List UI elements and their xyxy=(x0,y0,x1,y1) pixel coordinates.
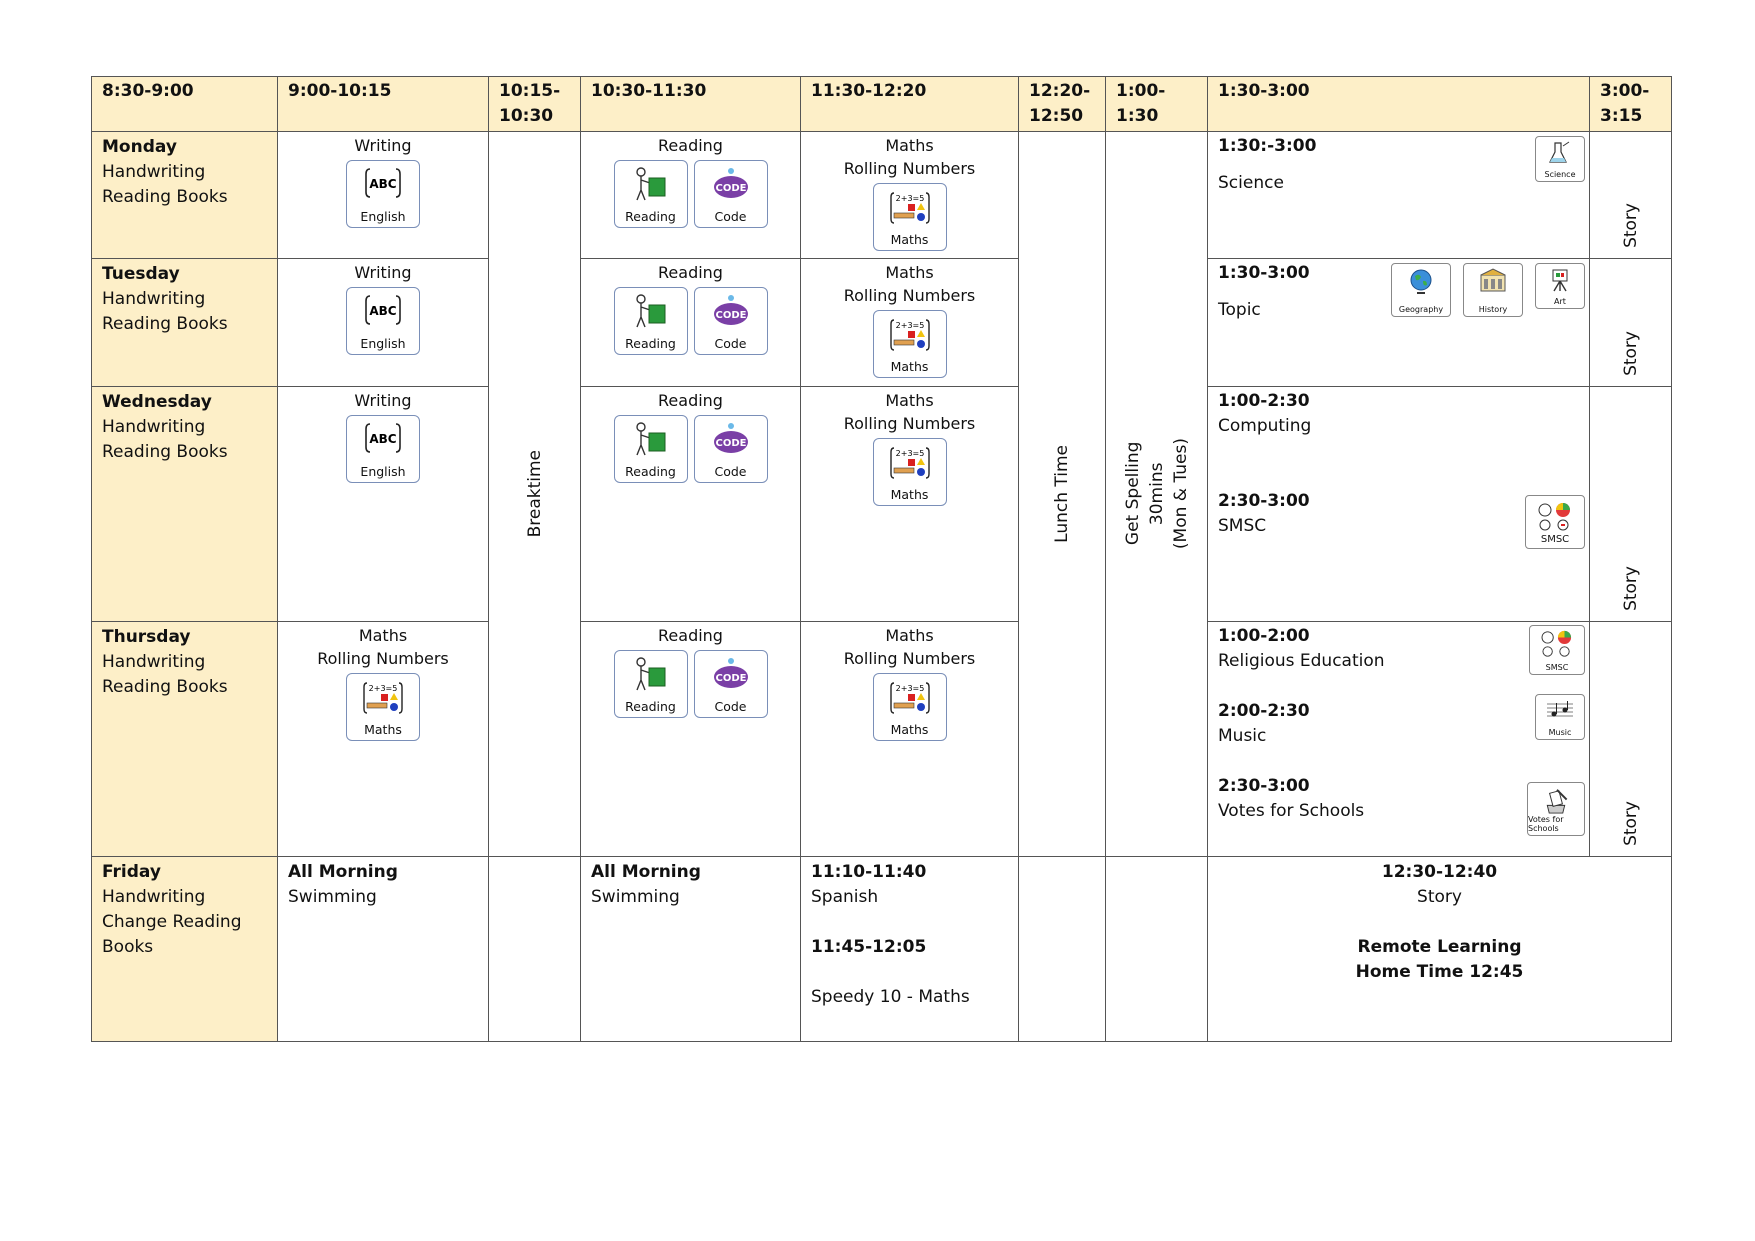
subject-label: Reading xyxy=(658,136,723,155)
lunch-label: Lunch Time xyxy=(1052,445,1072,543)
day-cell-monday xyxy=(92,132,278,259)
icon-caption: Code xyxy=(714,464,747,479)
day-cell-wednesday xyxy=(92,387,278,622)
time-label: 12:30-12:40 xyxy=(1381,862,1498,882)
header-cell xyxy=(1208,77,1590,132)
subject-label: Maths xyxy=(358,626,408,645)
reading-icon xyxy=(614,415,688,483)
icon-caption: SMSC xyxy=(1545,663,1569,672)
time-label: 1:30-3:00 xyxy=(1218,263,1310,283)
icon-caption: Music xyxy=(1548,728,1572,737)
reading-icon xyxy=(614,160,688,228)
header-label: 1:30-3:00 xyxy=(1218,81,1310,101)
header-label: 9:00-10:15 xyxy=(288,81,392,101)
time-label: 11:45-12:05 xyxy=(811,937,927,957)
monday-afternoon-cell xyxy=(1208,132,1590,259)
subject-label: Votes for Schools xyxy=(1218,801,1365,821)
day-name: Tuesday xyxy=(102,264,180,284)
header-cell xyxy=(801,77,1019,132)
icon-caption: Geography xyxy=(1398,305,1444,314)
svg-text:2+3=5: 2+3=5 xyxy=(895,194,924,203)
empty-cell xyxy=(1019,857,1106,1042)
day-activity: Reading Books xyxy=(102,314,228,334)
header-cell xyxy=(278,77,489,132)
day-activity: Handwriting Change Reading Books xyxy=(102,887,242,957)
reading-icon xyxy=(614,650,688,718)
day-name: Wednesday xyxy=(102,392,212,412)
time-label: All Morning xyxy=(288,862,398,882)
header-label: 1:30 xyxy=(1116,106,1159,126)
spelling-line: Get Spelling xyxy=(1122,442,1143,546)
story-cell xyxy=(1590,387,1672,622)
icon-caption: English xyxy=(360,336,406,351)
svg-text:CODE: CODE xyxy=(715,673,746,684)
subject-label: Maths xyxy=(885,263,934,282)
icon-caption: SMSC xyxy=(1540,534,1570,545)
swimming-cell xyxy=(278,857,489,1042)
code-icon xyxy=(694,650,768,718)
icon-caption: Maths xyxy=(890,487,929,502)
day-activity: Reading Books xyxy=(102,187,228,207)
header-row xyxy=(92,77,1672,132)
story-cell xyxy=(1590,622,1672,857)
subject-label: Reading xyxy=(658,626,723,645)
header-label: 10:30-11:30 xyxy=(591,81,707,101)
story-cell xyxy=(1590,132,1672,259)
time-label: 2:00-2:30 xyxy=(1218,701,1310,721)
subject-label: Writing xyxy=(354,263,412,282)
subject-label: Rolling Numbers xyxy=(843,414,976,433)
maths-cell xyxy=(801,622,1019,857)
header-label: 10:30 xyxy=(499,106,554,126)
maths-icon xyxy=(873,310,947,378)
header-label: 11:30-12:20 xyxy=(811,81,927,101)
svg-text:2+3=5: 2+3=5 xyxy=(368,684,398,693)
subject-label: Swimming xyxy=(288,887,377,907)
day-activity: Reading Books xyxy=(102,442,228,462)
remote-learning-label: Remote Learning xyxy=(1357,937,1522,957)
svg-text:CODE: CODE xyxy=(715,310,746,321)
day-activity: Handwriting xyxy=(102,652,206,672)
lunch-cell xyxy=(1019,132,1106,857)
geography-icon xyxy=(1391,263,1451,317)
header-label: 3:00- xyxy=(1600,81,1650,101)
spelling-line: (Mon & Tues) xyxy=(1170,438,1191,550)
header-cell xyxy=(581,77,801,132)
day-activity: Handwriting xyxy=(102,289,206,309)
day-activity: Handwriting xyxy=(102,162,206,182)
art-icon xyxy=(1535,263,1585,309)
time-label: 11:10-11:40 xyxy=(811,862,927,882)
day-cell-friday xyxy=(92,857,278,1042)
subject-label: Maths xyxy=(885,391,934,410)
subject-label: Writing xyxy=(354,391,412,410)
icon-caption: Maths xyxy=(890,359,929,374)
icon-caption: Reading xyxy=(625,209,676,224)
home-time-label: Home Time 12:45 xyxy=(1355,962,1524,982)
breaktime-cell xyxy=(489,132,581,857)
smsc-icon xyxy=(1529,625,1585,675)
icon-caption: Maths xyxy=(890,232,929,247)
day-name: Monday xyxy=(102,137,177,157)
spelling-label xyxy=(1121,438,1193,549)
wednesday-afternoon-cell xyxy=(1208,387,1590,622)
icon-caption: Code xyxy=(714,209,747,224)
icon-caption: English xyxy=(360,464,406,479)
header-label: 12:20- xyxy=(1029,81,1091,101)
spelling-line: 30mins xyxy=(1146,462,1167,526)
time-label: 1:30:-3:00 xyxy=(1218,136,1317,156)
tuesday-afternoon-cell xyxy=(1208,259,1590,387)
subject-label: Music xyxy=(1218,726,1267,746)
time-label: 1:00-2:00 xyxy=(1218,626,1310,646)
subject-label: Maths xyxy=(885,626,934,645)
breaktime-label: Breaktime xyxy=(524,450,545,538)
subject-label: Rolling Numbers xyxy=(843,649,976,668)
subject-label: Maths xyxy=(885,136,934,155)
science-icon xyxy=(1535,136,1585,182)
maths-icon xyxy=(873,673,947,741)
story-label: Story xyxy=(1620,331,1641,376)
tuesday-row xyxy=(92,259,1672,387)
maths-icon xyxy=(346,673,420,741)
svg-text:2+3=5: 2+3=5 xyxy=(895,321,924,330)
subject-label: Spanish xyxy=(811,887,879,907)
friday-late-morning-cell xyxy=(801,857,1019,1042)
time-label: 2:30-3:00 xyxy=(1218,776,1310,796)
icon-caption: Maths xyxy=(364,722,402,737)
svg-text:ABC: ABC xyxy=(369,432,397,446)
friday-row xyxy=(92,857,1672,1042)
svg-text:ABC: ABC xyxy=(369,177,397,191)
time-label: 1:00-2:30 xyxy=(1218,391,1310,411)
story-label: Story xyxy=(1620,566,1641,611)
subject-label: Religious Education xyxy=(1218,651,1385,671)
header-cell xyxy=(92,77,278,132)
svg-text:CODE: CODE xyxy=(715,183,746,194)
time-label: All Morning xyxy=(591,862,701,882)
story-cell xyxy=(1590,259,1672,387)
icon-caption: Code xyxy=(714,336,747,351)
monday-row xyxy=(92,132,1672,259)
code-icon xyxy=(694,160,768,228)
maths-icon xyxy=(873,183,947,251)
english-icon xyxy=(346,287,420,355)
subject-label: Reading xyxy=(658,391,723,410)
smsc-icon xyxy=(1525,495,1585,549)
writing-cell xyxy=(278,132,489,259)
timetable xyxy=(91,76,1672,1042)
header-cell xyxy=(1106,77,1208,132)
icon-caption: Art xyxy=(1554,297,1566,306)
subject-label: Story xyxy=(1417,887,1462,907)
day-activity: Handwriting xyxy=(102,417,206,437)
friday-afternoon-cell xyxy=(1208,857,1672,1042)
svg-text:2+3=5: 2+3=5 xyxy=(895,449,924,458)
maths-icon xyxy=(873,438,947,506)
maths-cell xyxy=(801,387,1019,622)
subject-label: Speedy 10 - Maths xyxy=(811,987,970,1007)
subject-label: Rolling Numbers xyxy=(317,649,449,668)
subject-label: Rolling Numbers xyxy=(843,159,976,178)
time-label: 2:30-3:00 xyxy=(1218,491,1310,511)
story-label: Story xyxy=(1620,203,1641,248)
thursday-afternoon-cell xyxy=(1208,622,1590,857)
code-icon xyxy=(694,415,768,483)
icon-caption: Reading xyxy=(625,699,676,714)
icon-caption: Reading xyxy=(625,464,676,479)
icon-caption: Reading xyxy=(625,336,676,351)
writing-cell xyxy=(278,387,489,622)
subject-label: SMSC xyxy=(1218,516,1267,536)
english-icon xyxy=(346,415,420,483)
icon-caption: Code xyxy=(714,699,747,714)
reading-icon xyxy=(614,287,688,355)
header-label: 10:15- xyxy=(499,81,561,101)
empty-cell xyxy=(1106,857,1208,1042)
icon-caption: History xyxy=(1478,305,1508,314)
svg-text:CODE: CODE xyxy=(715,438,746,449)
music-icon xyxy=(1535,694,1585,740)
header-label: 3:15 xyxy=(1600,106,1643,126)
header-label: 1:00- xyxy=(1116,81,1166,101)
subject-label: Topic xyxy=(1218,300,1261,320)
header-cell xyxy=(1019,77,1106,132)
day-name: Friday xyxy=(102,862,161,882)
subject-label: Reading xyxy=(658,263,723,282)
header-label: 8:30-9:00 xyxy=(102,81,194,101)
day-cell-thursday xyxy=(92,622,278,857)
history-icon xyxy=(1463,263,1523,317)
subject-label: Computing xyxy=(1218,416,1312,436)
english-icon xyxy=(346,160,420,228)
subject-label: Rolling Numbers xyxy=(843,286,976,305)
icon-caption: Science xyxy=(1544,170,1576,179)
spelling-cell xyxy=(1106,132,1208,857)
swimming-cell xyxy=(581,857,801,1042)
thursday-row xyxy=(92,622,1672,857)
header-cell xyxy=(1590,77,1672,132)
day-cell-tuesday xyxy=(92,259,278,387)
reading-cell xyxy=(581,132,801,259)
reading-cell xyxy=(581,259,801,387)
maths-cell xyxy=(801,132,1019,259)
code-icon xyxy=(694,287,768,355)
votes-icon xyxy=(1527,782,1585,836)
maths-cell xyxy=(278,622,489,857)
empty-cell xyxy=(489,857,581,1042)
wednesday-row xyxy=(92,387,1672,622)
day-name: Thursday xyxy=(102,627,191,647)
subject-label: Writing xyxy=(354,136,412,155)
subject-label: Science xyxy=(1218,173,1284,193)
maths-cell xyxy=(801,259,1019,387)
reading-cell xyxy=(581,622,801,857)
header-cell xyxy=(489,77,581,132)
header-label: 12:50 xyxy=(1029,106,1084,126)
subject-label: Swimming xyxy=(591,887,680,907)
story-label: Story xyxy=(1620,801,1641,846)
icon-caption: Maths xyxy=(890,722,929,737)
icon-caption: English xyxy=(360,209,406,224)
svg-text:ABC: ABC xyxy=(369,304,397,318)
writing-cell xyxy=(278,259,489,387)
icon-caption: Votes for Schools xyxy=(1528,815,1564,833)
svg-text:2+3=5: 2+3=5 xyxy=(895,684,924,693)
reading-cell xyxy=(581,387,801,622)
day-activity: Reading Books xyxy=(102,677,228,697)
